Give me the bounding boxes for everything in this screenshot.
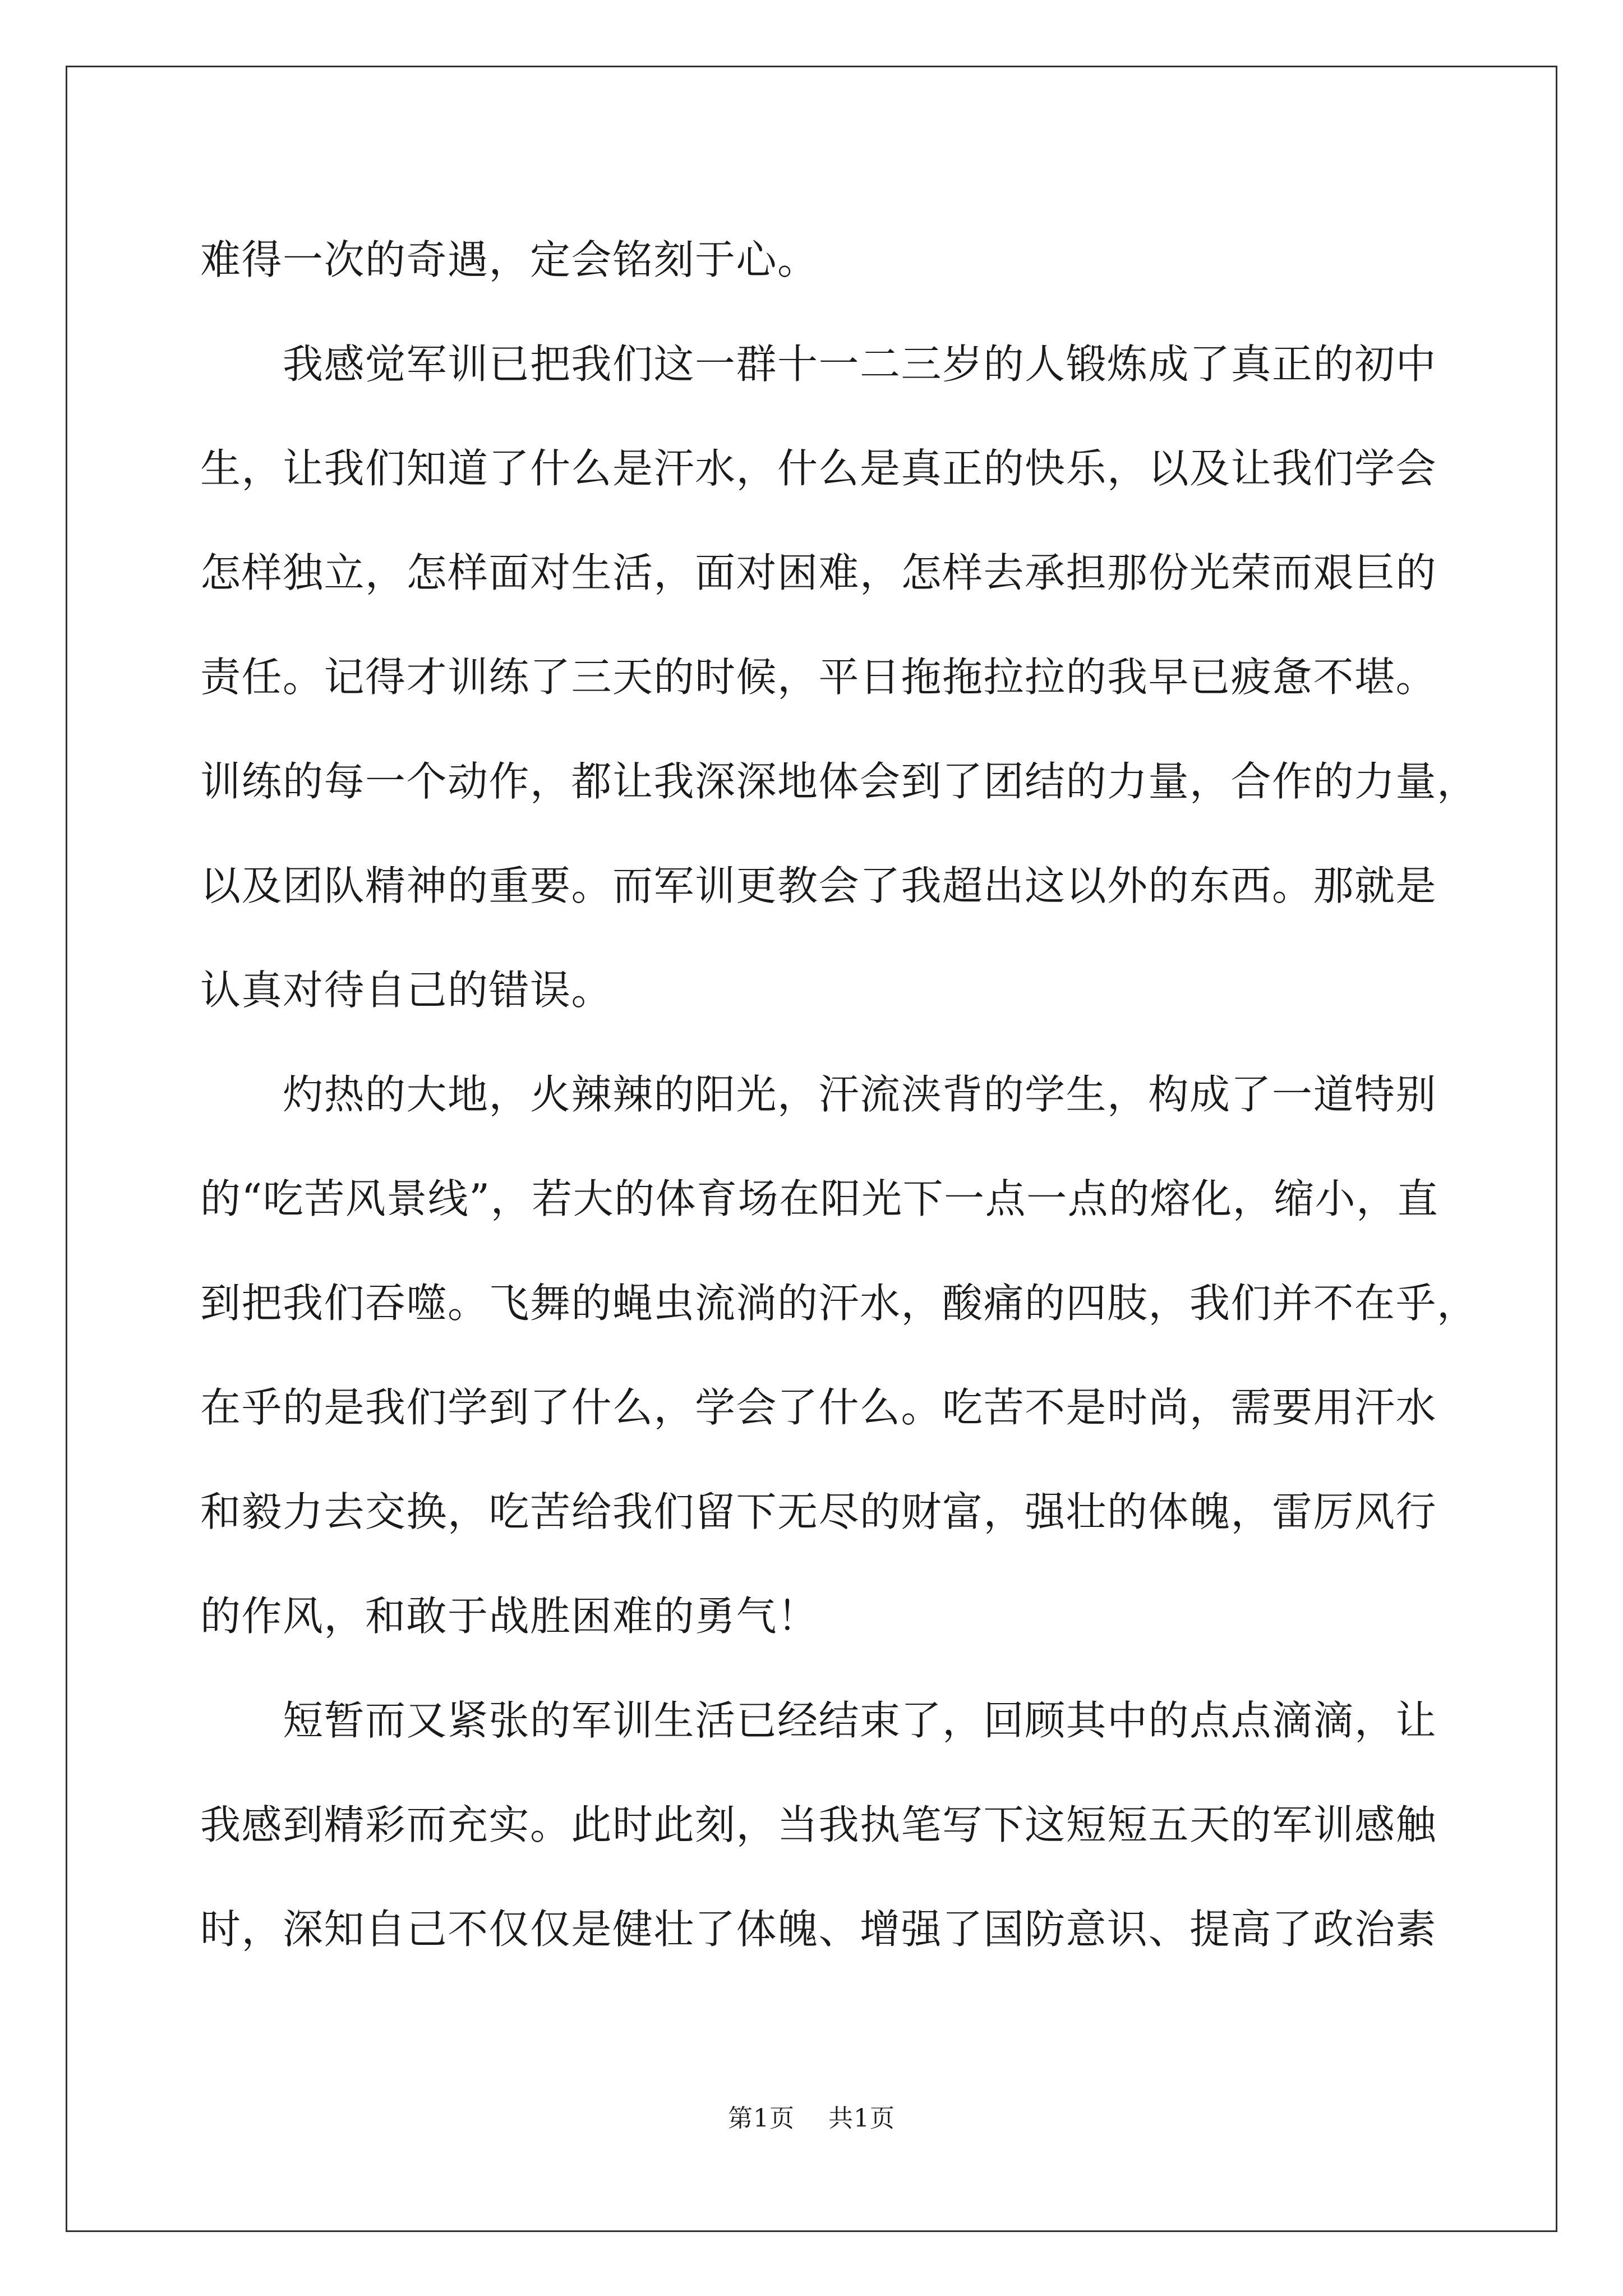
text-line: 的“吃苦风景线”，若大的体育场在阳光下一点一点的熔化，缩小，直 [200,1175,1439,1222]
text-line: 以及团队精神的重要。而军训更教会了我超出这以外的东西。那就是 [200,862,1437,909]
document-body [200,208,1478,1981]
text-line: 责任。记得才训练了三天的时候，平日拖拖拉拉的我早已疲惫不堪。 [200,654,1437,701]
text-line: 难得一次的奇遇，定会铭刻于心。 [200,236,819,283]
text-line: 认真对待自己的错误。 [200,967,613,1014]
text-line: 在乎的是我们学到了什么，学会了什么。吃苦不是时尚，需要用汗水 [200,1384,1437,1431]
text-line: 短暂而又紧张的军训生活已经结束了，回顾其中的点点滴滴，让 [200,1697,1437,1744]
text-line: 灼热的大地，火辣辣的阳光，汗流浃背的学生，构成了一道特别 [200,1071,1437,1118]
text-line: 怎样独立，怎样面对生活，面对困难，怎样去承担那份光荣而艰巨的 [200,549,1437,596]
text-line: 我感到精彩而充实。此时此刻，当我执笔写下这短短五天的军训感触 [200,1801,1437,1848]
text-line: 到把我们吞噬。飞舞的蝇虫流淌的汗水，酸痛的四肢，我们并不在乎， [200,1280,1478,1327]
text-line: 和毅力去交换，吃苦给我们留下无尽的财富，强壮的体魄，雷厉风行 [200,1488,1437,1535]
text-line: 训练的每一个动作，都让我深深地体会到了团结的力量，合作的力量， [200,758,1478,805]
text-line: 时，深知自己不仅仅是健壮了体魄、增强了国防意识、提高了政治素 [200,1906,1437,1953]
page-count: 共1页 [828,2104,895,2133]
text-line: 生，让我们知道了什么是汗水，什么是真正的快乐，以及让我们学会 [200,445,1437,492]
page-footer [0,2098,1623,2134]
text-line: 我感觉军训已把我们这一群十一二三岁的人锻炼成了真正的初中 [200,341,1437,388]
text-line: 的作风，和敢于战胜困难的勇气！ [200,1593,819,1640]
page-number: 第1页 [728,2104,795,2133]
